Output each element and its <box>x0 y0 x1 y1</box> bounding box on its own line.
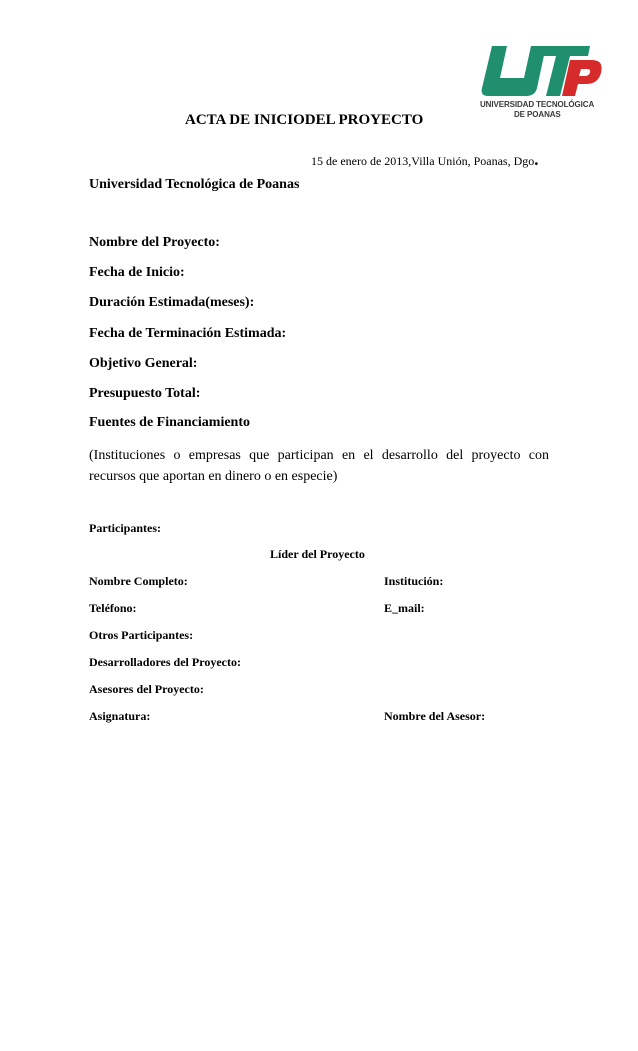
field-general-objective: Objetivo General: <box>89 356 198 371</box>
funding-note <box>89 445 549 487</box>
field-total-budget: Presupuesto Total: <box>89 386 201 401</box>
field-email: E_mail: <box>384 601 425 615</box>
field-funding-sources: Fuentes de Financiamiento <box>89 415 250 430</box>
date-location-text: 15 de enero de 2013,Villa Unión, Poanas, Dgo <box>311 154 535 168</box>
document-title: ACTA DE INICIODEL PROYECTO <box>185 112 424 128</box>
university-name: Universidad Tecnológica de Poanas <box>89 177 300 192</box>
field-project-name: Nombre del Proyecto: <box>89 235 220 250</box>
funding-note-line2: recursos que aportan en dinero o en especie) <box>89 469 338 484</box>
field-institution: Institución: <box>384 574 444 588</box>
field-project-advisors: Asesores del Proyecto: <box>89 682 204 696</box>
field-project-developers: Desarrolladores del Proyecto: <box>89 655 241 669</box>
field-full-name: Nombre Completo: <box>89 574 188 588</box>
project-leader-heading: Líder del Proyecto <box>270 547 365 561</box>
date-location-period: . <box>534 150 539 169</box>
logo-text-line2: DE POANAS <box>514 110 561 119</box>
field-advisor-name: Nombre del Asesor: <box>384 709 486 723</box>
field-phone: Teléfono: <box>89 601 137 615</box>
funding-note-line1: (Instituciones o empresas que participan en el desarrollo del proyecto con <box>89 448 549 463</box>
university-logo <box>478 42 604 122</box>
utp-logo-mark <box>478 42 604 100</box>
logo-text-line1: UNIVERSIDAD TECNOLÓGICA <box>480 100 595 109</box>
field-estimated-end-date: Fecha de Terminación Estimada: <box>89 326 287 341</box>
field-estimated-duration: Duración Estimada(meses): <box>89 295 255 310</box>
field-start-date: Fecha de Inicio: <box>89 265 185 280</box>
field-other-participants: Otros Participantes: <box>89 628 194 642</box>
date-location-line <box>311 150 539 170</box>
field-subject: Asignatura: <box>89 709 151 723</box>
participants-label: Participantes: <box>89 521 161 535</box>
